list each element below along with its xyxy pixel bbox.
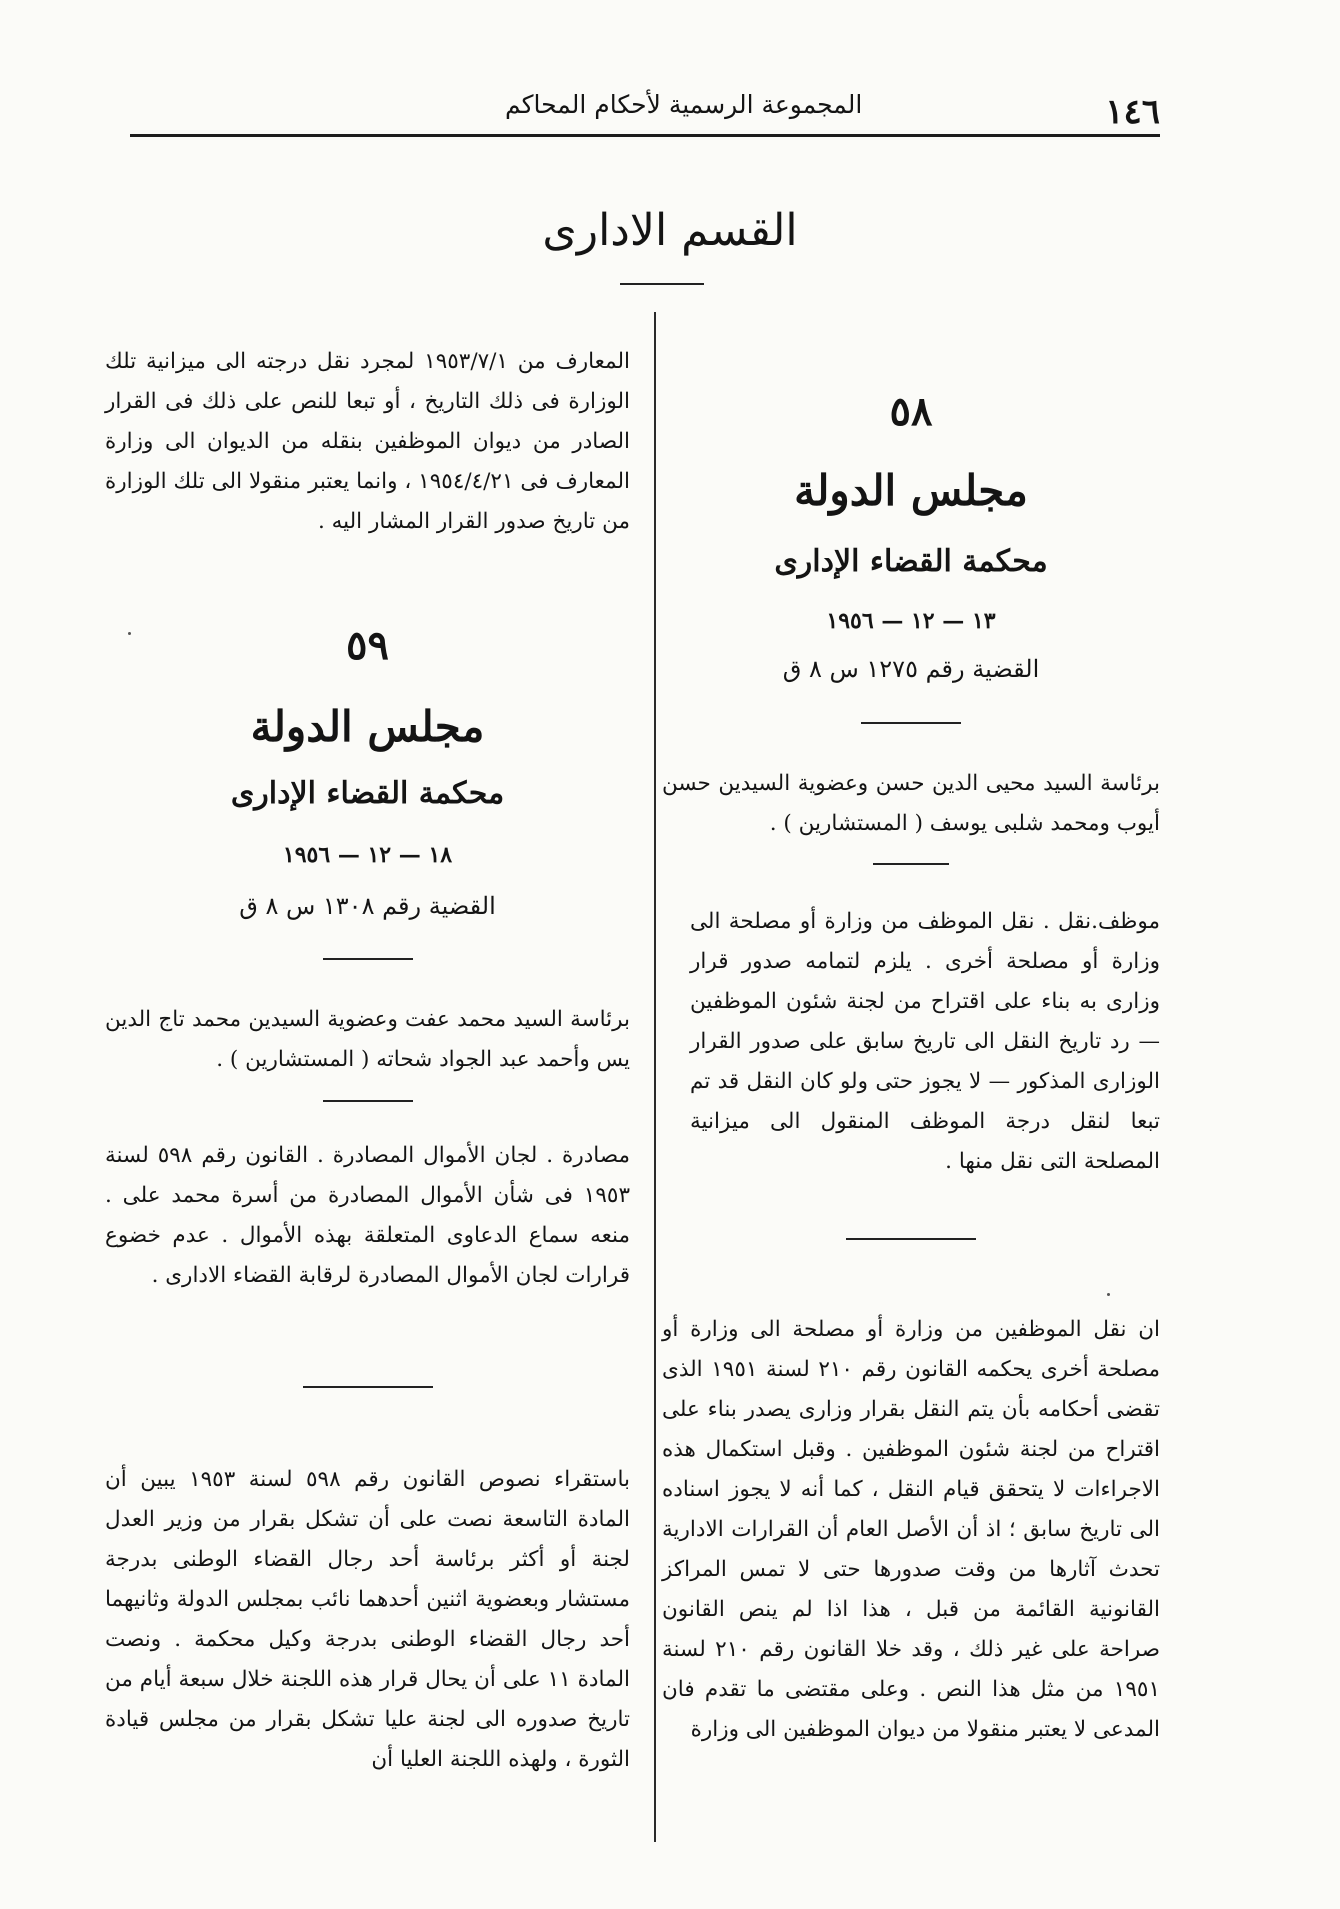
judgment-date: ١٣ — ١٢ — ١٩٥٦ <box>826 608 996 634</box>
column-divider <box>654 312 656 1842</box>
divider <box>861 722 961 724</box>
case-number-58: ٥٨ <box>889 388 933 435</box>
journal-title: المجموعة الرسمية لأحكام المحاكم <box>505 90 863 119</box>
left-column <box>105 0 630 1909</box>
divider <box>873 863 949 865</box>
judgment-text: ان نقل الموظفين من وزارة أو مصلحة الى وزارة أو مصلحة أخرى يحكمه القانون رقم ٢١٠ لسنة ١٩٥١ الذى تقضى أحكامه بأن يتم النقل بقرار وزارى يصدر بناء على اقتراح من لجنة شئون الموظفين . وقبل استكمال هذه الاجراءات لا يتحقق قيام النقل ، كما أنه لا يجوز اسناده الى تاريخ سابق ؛ اذ أن الأصل العام أن القرارات الادارية تحدث آثارها من وقت صدورها حتى لا تمس المراكز القانونية القائمة من قبل ، هذا اذا لم ينص القانون صراحة على غير ذلك ، وقد خلا القانون رقم ٢١٠ لسنة ١٩٥١ من مثل هذا النص . وعلى مقتضى ما تقدم فان المدعى لا يعتبر منقولا من ديوان الموظفين الى وزارة <box>662 1317 1160 1742</box>
scan-speck <box>1107 1293 1110 1296</box>
right-column <box>662 0 1160 1909</box>
continued-text: المعارف من ١٩٥٣/٧/١ لمجرد نقل درجته الى ميزانية تلك الوزارة فى ذلك التاريخ ، أو تبعا للنص على ذلك فى القرار الصادر من ديوان الموظفين بنقله من الديوان الى وزارة المعارف فى ١٩٥٤/٤/٢١ ، وانما يعتبر منقولا الى تلك الوزارة من تاريخ صدور القرار المشار اليه . <box>105 349 631 534</box>
divider <box>303 1386 433 1388</box>
divider <box>323 1100 413 1102</box>
case-number-59: ٥٩ <box>346 622 389 669</box>
divider <box>323 958 413 960</box>
case-reference: القضية رقم ١٣٠٨ س ٨ ق <box>239 892 496 920</box>
court-heading: محكمة القضاء الإدارى <box>774 544 1048 579</box>
headnote: مصادرة . لجان الأموال المصادرة . القانون رقم ٥٩٨ لسنة ١٩٥٣ فى شأن الأموال المصادرة من أسرة محمد على . منعه سماع الدعاوى المتعلقة بهذه الأموال . عدم خضوع قرارات لجان الأموال المصادرة لرقابة القضاء الادارى . <box>105 1143 630 1288</box>
page-number: ١٤٦ <box>1105 92 1160 132</box>
case-reference: القضية رقم ١٢٧٥ س ٨ ق <box>782 655 1040 683</box>
divider <box>846 1238 976 1240</box>
section-title: القسم الادارى <box>542 205 798 256</box>
panel-composition: برئاسة السيد محيى الدين حسن وعضوية السيدين حسن أيوب ومحمد شلبى يوسف ( المستشارين ) . <box>662 771 1160 836</box>
headnote: موظف.نقل . نقل الموظف من وزارة أو مصلحة الى وزارة أو مصلحة أخرى . يلزم لتمامه صدور قرار وزارى به بناء على اقتراح من لجنة شئون الموظفين — رد تاريخ النقل الى تاريخ سابق على صدور القرار الوزارى المذكور — لا يجوز حتى ولو كان النقل قد تم تبعا لنقل درجة الموظف المنقول الى ميزانية المصلحة التى نقل منها . <box>690 909 1160 1174</box>
judgment-date: ١٨ — ١٢ — ١٩٥٦ <box>282 842 453 868</box>
council-heading: مجلس الدولة <box>794 466 1028 515</box>
panel-composition: برئاسة السيد محمد عفت وعضوية السيدين محمد تاج الدين يس وأحمد عبد الجواد شحاته ( المستشارين ) . <box>105 1007 630 1072</box>
council-heading: مجلس الدولة <box>250 702 485 751</box>
judgment-text: باستقراء نصوص القانون رقم ٥٩٨ لسنة ١٩٥٣ يبين أن المادة التاسعة نصت على أن تشكل بقرار من وزير العدل لجنة أو أكثر برئاسة أحد رجال القضاء الوطنى بدرجة مستشار وبعضوية اثنين أحدهما نائب بمجلس الدولة وثانيهما أحد رجال القضاء الوطنى بدرجة وكيل محكمة . ونصت المادة ١١ على أن يحال قرار هذه اللجنة خلال سبعة أيام من تاريخ صدوره الى لجنة عليا تشكل بقرار من مجلس قيادة الثورة ، ولهذه اللجنة العليا أن <box>105 1467 630 1772</box>
court-heading: محكمة القضاء الإدارى <box>230 776 505 811</box>
scan-speck <box>128 632 131 635</box>
